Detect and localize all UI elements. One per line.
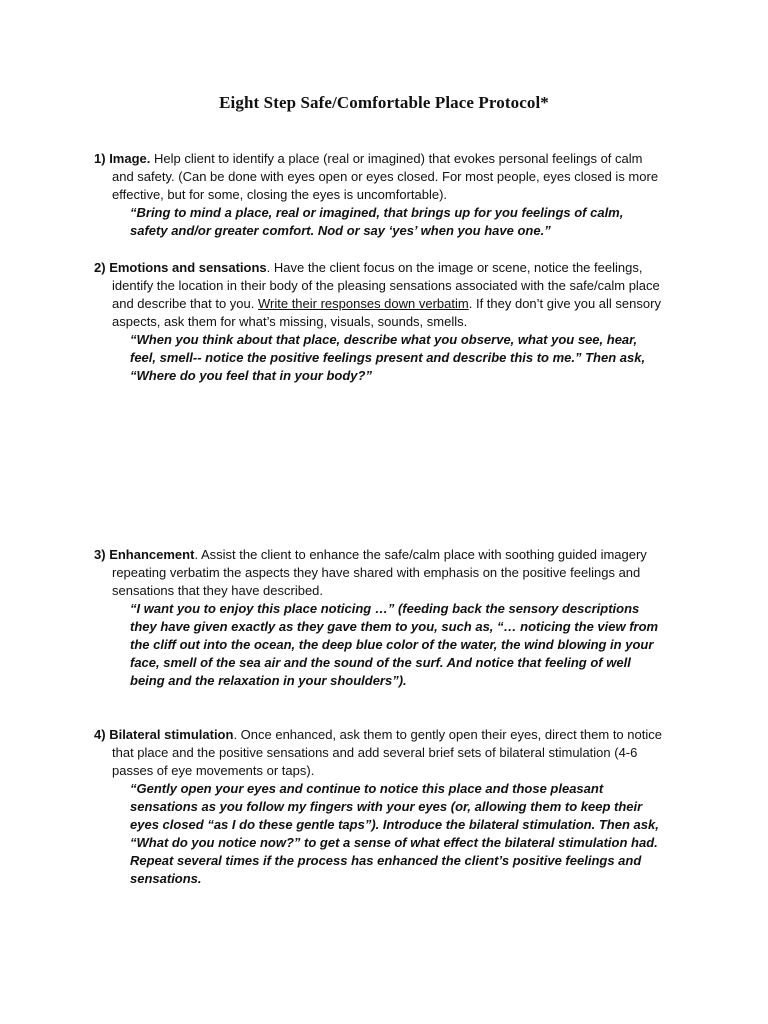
step-4-heading: Bilateral stimulation	[109, 727, 234, 742]
step-1-heading: Image.	[109, 151, 151, 166]
step-3-section	[94, 546, 664, 690]
step-3-paragraph	[94, 546, 664, 600]
step-4-section	[94, 726, 664, 888]
step-3-quote: “I want you to enjoy this place noticing …” (feeding back the sensory descriptions they have given exactly as they gave them to you, such as, “… noticing the view from the cliff out into the ocean, the deep blue color of the water, the wind blowing in your face, smell of the sea air and the sound of the surf. And notice that feeling of well being and the relaxation in your shoulders”).	[130, 601, 659, 688]
step-1-paragraph	[94, 150, 664, 204]
step-2-number: 2)	[94, 260, 106, 275]
step-2-section	[94, 259, 664, 385]
step-1-section	[94, 150, 664, 240]
step-3-number: 3)	[94, 547, 106, 562]
step-4-paragraph	[94, 726, 664, 780]
step-2-heading: Emotions and sensations	[109, 260, 267, 275]
step-1-number: 1)	[94, 151, 106, 166]
step-2-quote: “When you think about that place, describe what you observe, what you see, hear, feel, smell-- notice the positive feelings present and describe this to me.” Then ask, “Where do you feel that in your body?”	[130, 332, 646, 383]
step-1-body: Help client to identify a place (real or imagined) that evokes personal feelings of calm and safety. (Can be done with eyes open or eyes closed. For most people, eyes closed is more effective, but for some, closing the eyes is uncomfortable).	[112, 151, 659, 202]
step-3-heading: Enhancement	[109, 547, 195, 562]
page-title: Eight Step Safe/Comfortable Place Protocol*	[219, 93, 549, 112]
step-2-paragraph	[94, 259, 664, 331]
step-4-quote: “Gently open your eyes and continue to notice this place and those pleasant sensations as you follow my fingers with your eyes (or, allowing them to keep their eyes closed “as I do these gentle taps”). Introduce the bilateral stimulation. Then ask, “What do you notice now?” to get a sense of what effect the bilateral stimulation had. Repeat several times if the process has enhanced the client’s positive feelings and sensations.	[130, 781, 659, 886]
step-3-body: . Assist the client to enhance the safe/calm place with soothing guided imagery repeating verbatim the aspects they have shared with emphasis on the positive feelings and sensations that they have described.	[112, 547, 647, 598]
step-2-body-underlined: Write their responses down verbatim	[257, 296, 469, 311]
step-2-body-pre: . Have the client focus on the image or scene, notice the feelings, identify the location in their body of the pleasing sensations associated with the safe/calm place and describe that to you.	[112, 260, 660, 311]
step-1-quote: “Bring to mind a place, real or imagined, that brings up for you feelings of calm, safety and/or greater comfort. Nod or say ‘yes’ when you have one.”	[130, 205, 624, 238]
step-4-body: . Once enhanced, ask them to gently open their eyes, direct them to notice that place and the positive sensations and add several brief sets of bilateral stimulation (4-6 passes of eye movements or taps).	[112, 727, 662, 778]
step-2-body-post: . If they don’t give you all sensory aspects, ask them for what’s missing, visuals, sounds, smells.	[112, 296, 661, 329]
step-4-number: 4)	[94, 727, 106, 742]
